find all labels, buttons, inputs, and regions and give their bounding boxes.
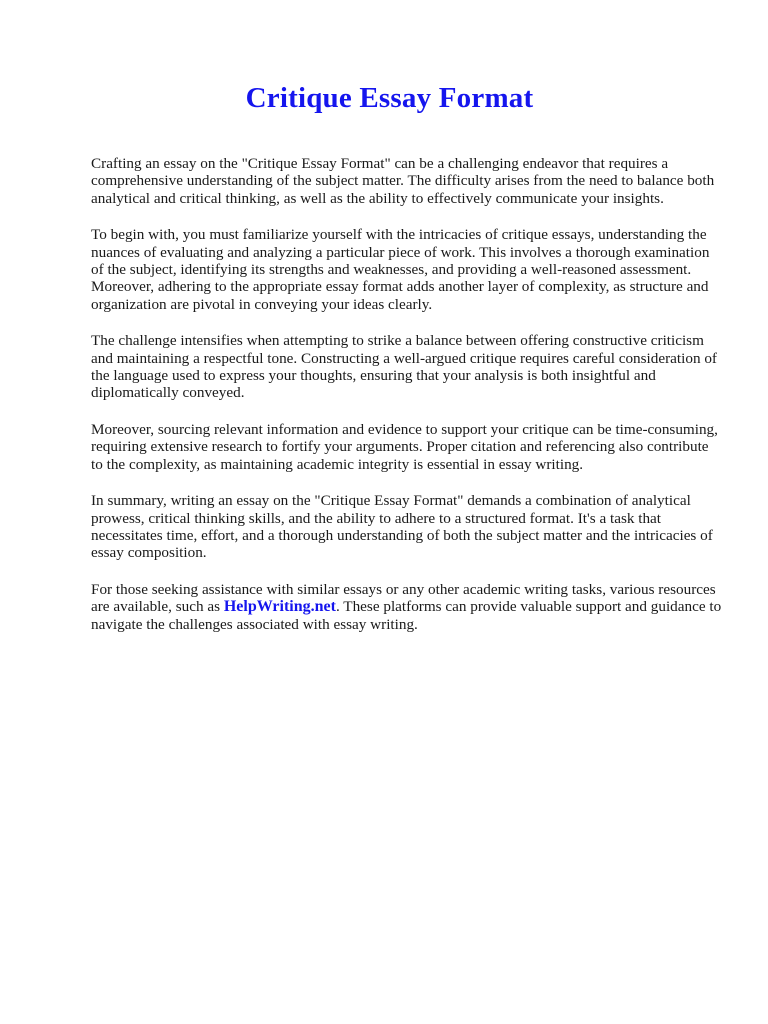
helpwriting-link[interactable]: HelpWriting.net [223,598,336,616]
assistance-text-after: . These platforms can provide valuable support and guidance to navigate the challenges associated with essay writing. [91,598,722,633]
assistance-text-before: For those seeking assistance with similar essays or any other academic writing tasks, various resources are available, such as [91,580,716,616]
paragraph-summary: In summary, writing an essay on the "Critique Essay Format" demands a combination of analytical prowess, critical thinking skills, and the ability to adhere to a structured format. It's a task that necessitates time, effort, and a thorough understanding of both the subject matter and the intricacies of essay composition. [91,492,713,562]
paragraph-sourcing: Moreover, sourcing relevant information and evidence to support your critique can be time-consuming, requiring extensive research to fortify your arguments. Proper citation and referencing also contribute to the complexity, as maintaining academic integrity is essential in essay writing. [91,420,718,473]
paragraph-intro: Crafting an essay on the "Critique Essay Format" can be a challenging endeavor that requires a comprehensive understanding of the subject matter. The difficulty arises from the need to balance both analytical and critical thinking, as well as the ability to effectively communicate your insights. [91,155,715,207]
paragraph-familiarize: To begin with, you must familiarize yourself with the intricacies of critique essays, understanding the nuances of evaluating and analyzing a particular piece of work. This involves a thorough examination of the subject, identifying its strengths and weaknesses, and providing a well-reasoned assessment. Moreover, adhering to the appropriate essay format adds another layer of complexity, as structure and organization are pivotal in conveying your ideas clearly. [91,226,710,313]
page-title: Critique Essay Format [245,82,534,114]
paragraph-assistance [91,581,724,633]
paragraph-challenge: The challenge intensifies when attempting to strike a balance between offering constructive criticism and maintaining a respectful tone. Constructing a well-argued critique requires careful consideration of the language used to express your thoughts, ensuring that your analysis is both insightful and diplomatically conveyed. [91,332,717,402]
